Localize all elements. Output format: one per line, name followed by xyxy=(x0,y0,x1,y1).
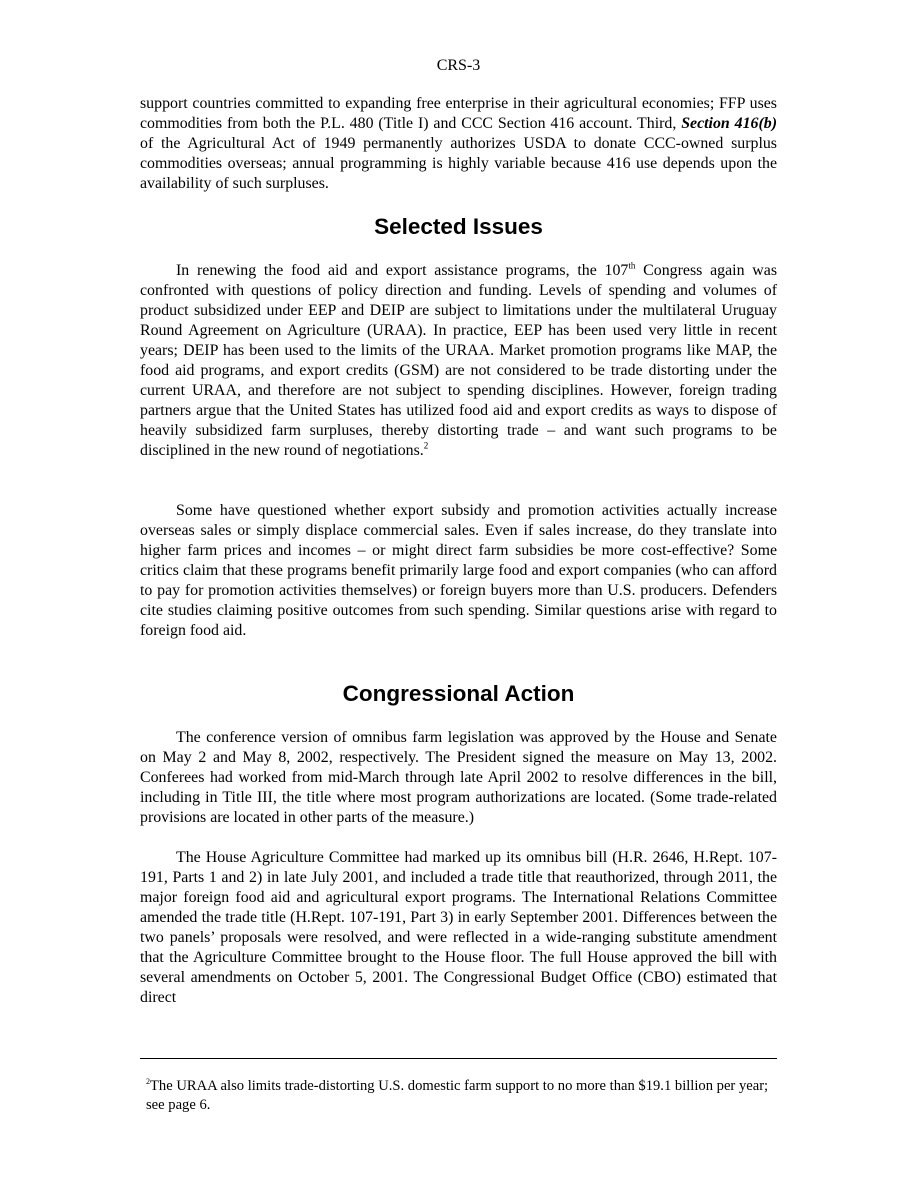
si-p1-text-b: Congress again was confronted with questions of policy direction and funding. Levels of spending and volumes of product subsidized under EEP and DEIP are subject to limitations under the multilateral Uruguay Round Agreement on Agriculture (URAA). In practice, EEP has been used very little in recent years; DEIP has been used to the limits of the URAA. Market promotion programs like MAP, the food aid programs, and export credits (GSM) are not considered to be trade distorting under the current URAA, and therefore are not subject to spending disciplines. However, foreign trading partners argue that the United States has utilized food aid and export credits as ways to dispose of heavily subsidized farm surpluses, thereby distorting trade – and want such programs to be disciplined in the new round of negotiations. xyxy=(140,262,778,459)
intro-text-a: support countries committed to expanding free enterprise in their agricultural economies; FFP uses commodities from both the P.L. 480 (Title I) and CCC Section 416 account. Third, xyxy=(140,95,777,132)
footnote-reference[interactable]: 2 xyxy=(423,440,429,451)
intro-paragraph xyxy=(140,94,777,194)
footnote-marker: 2 xyxy=(146,1077,150,1087)
page-number: CRS-3 xyxy=(436,57,481,74)
footnote xyxy=(146,1077,777,1115)
section-416b-emphasis: Section 416(b) xyxy=(681,115,777,132)
ca-p2-text: The House Agriculture Committee had marked up its omnibus bill (H.R. 2646, H.Rept. 107-191, Parts 1 and 2) in late July 2001, and included a trade title that reauthorized, through 2011, the major foreign food aid and agricultural export programs. The International Relations Committee amended the trade title (H.Rept. 107-191, Part 3) in early September 2001. Differences between the two panels’ proposals were resolved, and were reflected in a wide-ranging substitute amendment that the Agriculture Committee brought to the House floor. The full House approved the bill with several amendments on October 5, 2001. The Congressional Budget Office (CBO) estimated that direct xyxy=(140,849,777,1006)
ordinal-superscript: th xyxy=(628,260,636,271)
si-p2-text: Some have questioned whether export subsidy and promotion activities actually increase overseas sales or simply displace commercial sales. Even if sales increase, do they translate into higher farm prices and incomes – or might direct farm subsidies be more cost-effective? Some critics claim that these programs benefit primarily large food and export companies (who can afford to pay for promotion activities themselves) or foreign buyers more than U.S. producers. Defenders cite studies claiming positive outcomes from such spending. Similar questions arise with regard to foreign food aid. xyxy=(140,502,777,639)
congressional-action-paragraph-2 xyxy=(140,848,777,1008)
footnote-text: The URAA also limits trade-distorting U.S. domestic farm support to no more than $19.1 billion per year; see page 6. xyxy=(146,1078,769,1113)
selected-issues-paragraph-2 xyxy=(140,501,777,641)
heading-congressional-action: Congressional Action xyxy=(342,681,575,706)
si-p1-text-a: In renewing the food aid and export assistance programs, the 107 xyxy=(176,262,629,279)
heading-selected-issues: Selected Issues xyxy=(374,214,543,239)
intro-text-b: of the Agricultural Act of 1949 permanently authorizes USDA to donate CCC-owned surplus commodities overseas; annual programming is highly variable because 416 use depends upon the availability of such surpluses. xyxy=(140,135,777,192)
ca-p1-text: The conference version of omnibus farm legislation was approved by the House and Senate on May 2 and May 8, 2002, respectively. The President signed the measure on May 13, 2002. Conferees had worked from mid-March through late April 2002 to resolve differences in the bill, including in Title III, the title where most program authorizations are located. (Some trade-related provisions are located in other parts of the measure.) xyxy=(140,729,777,826)
selected-issues-paragraph-1 xyxy=(140,261,777,461)
congressional-action-paragraph-1 xyxy=(140,728,777,828)
footnote-divider xyxy=(140,1058,777,1059)
